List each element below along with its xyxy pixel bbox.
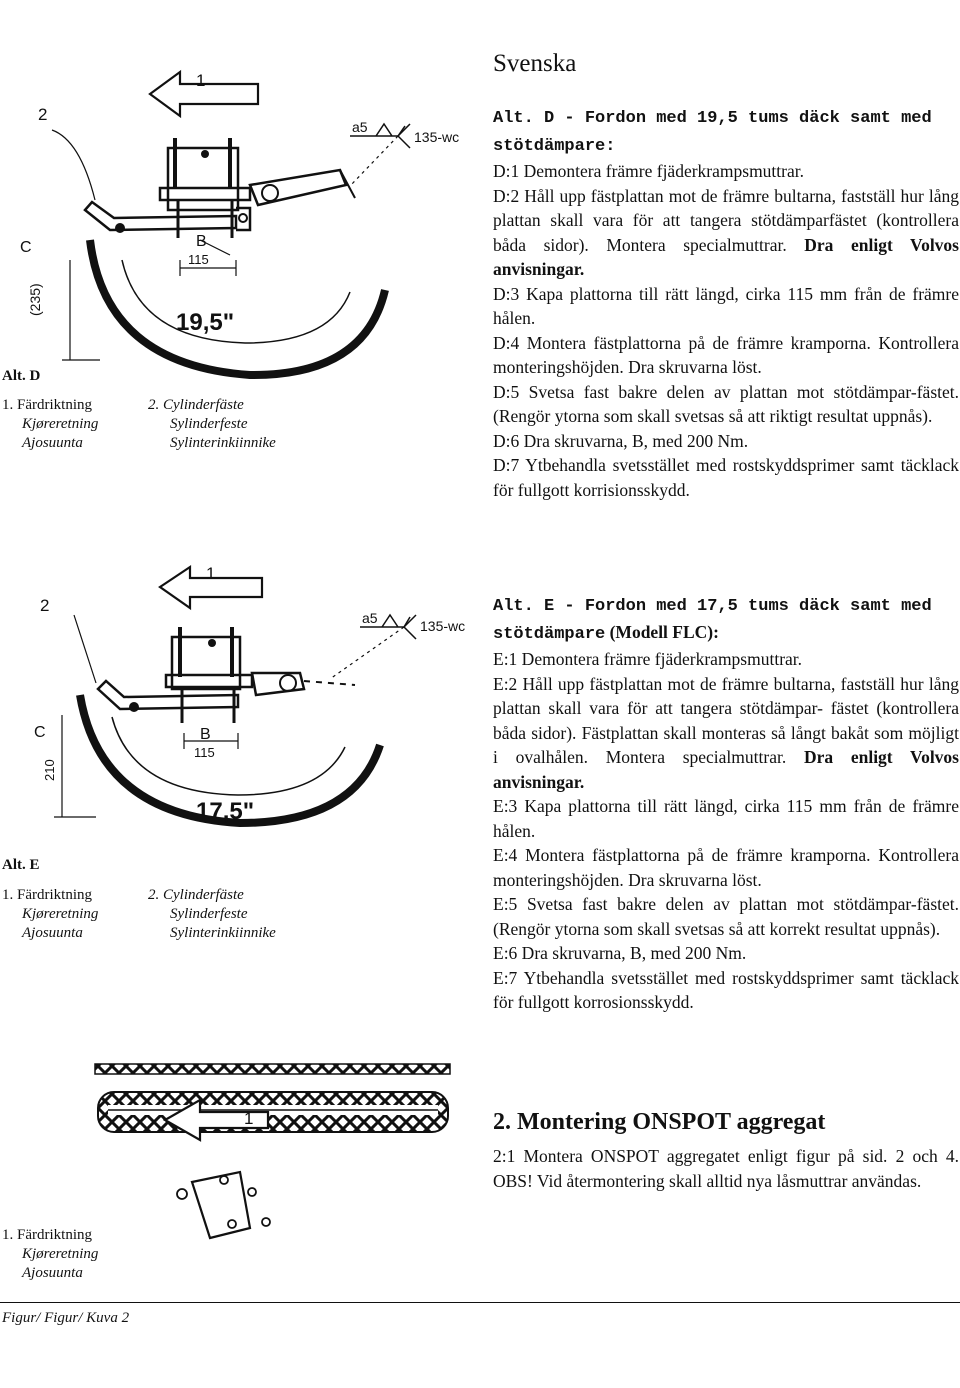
alt-d-weld-135: 135-wc	[414, 129, 460, 145]
alt-d-legend-cylinder	[148, 396, 276, 453]
legend-direction-sv: 1. Färdriktning	[2, 887, 92, 903]
alt-e-legend-cylinder	[148, 886, 276, 943]
section-2	[493, 1106, 959, 1193]
alt-d-number-2: 2	[38, 105, 48, 124]
alt-e-legend-direction	[2, 886, 98, 943]
bottom-number-1: 1	[244, 1109, 254, 1128]
legend-direction-fi: Ajosuunta	[22, 925, 83, 941]
alt-e-step-7: E:7 Ytbehandla svetsstället med rostskyddsprimer samt täcklack för fullgott korrosionsskydd.	[493, 967, 959, 1012]
alt-d-step-2-emphasis: Dra enligt Volvos anvisningar.	[493, 234, 959, 279]
alt-d-legend-direction	[2, 396, 98, 453]
alt-d-step-3: D:3 Kapa plattorna till rätt längd, cirka 115 mm från de främre hålen.	[493, 283, 959, 328]
legend-cylinder-no: Sylinderfeste	[170, 416, 248, 432]
legend-direction-no: Kjøreretning	[22, 416, 99, 432]
alt-d-title: Alt. D - Fordon med 19,5 tums däck samt med	[493, 109, 932, 128]
alt-e-number-2: 2	[40, 596, 50, 615]
alt-e-step-1: E:1 Demontera främre fjäderkrampsmuttrar.	[493, 649, 803, 669]
alt-e-b-label: B	[200, 726, 211, 743]
bottom-legend-direction	[2, 1226, 98, 1283]
legend-direction-sv: 1. Färdriktning	[2, 1227, 92, 1243]
alt-e-210-dim: 210	[42, 759, 57, 781]
alt-e-number-1: 1	[206, 564, 216, 583]
legend-cylinder-sv: 2. Cylinderfäste	[148, 397, 244, 413]
alt-e-weld-a5: a5	[362, 610, 378, 626]
tire-inner-arc	[112, 717, 345, 795]
legend-direction-no: Kjøreretning	[22, 1246, 99, 1262]
legend-cylinder-fi: Sylinterinkiinnike	[170, 925, 276, 941]
alt-d-step-1: D:1 Demontera främre fjäderkrampsmuttrar.	[493, 161, 804, 181]
legend-direction-sv: 1. Färdriktning	[2, 397, 92, 413]
caption-divider	[0, 1302, 960, 1303]
alt-d-title-suffix: stötdämpare:	[493, 136, 616, 156]
alt-e-text	[493, 592, 959, 1015]
alt-e-step-4: E:4 Montera fästplattorna på de främre kramporna. Kontrollera monteringshöjden. Dra skruvarna löst.	[493, 845, 959, 890]
legend-direction-fi: Ajosuunta	[22, 435, 83, 451]
alt-e-diagram	[0, 555, 480, 855]
legend-cylinder-no: Sylinderfeste	[170, 906, 248, 922]
legend-direction-no: Kjøreretning	[22, 906, 99, 922]
alt-d-115-label: 115	[188, 252, 209, 267]
section-2-heading: 2. Montering ONSPOT aggregat	[493, 1109, 826, 1135]
alt-e-step-2: E:2 Håll upp fästplattan mot de främre bultarna, fastställ hur lång plattan skall vara för att tangera stötdämpar- fästet (kontrollera båda sidor). Fästplattan skall monteras så långt bakåt som möjligt i ovalhålen. Montera specialmuttrar.	[493, 673, 959, 767]
alt-d-step-2: D:2 Håll upp fästplattan mot de främre bultarna, fastställ hur lång plattan skall vara för att tangera stötdämparfästet (kontrollera båda sidor). Montera specialmuttrar.	[493, 185, 959, 255]
alt-d-weld-a5: a5	[352, 119, 368, 135]
alt-e-title-model: (Modell FLC):	[609, 621, 719, 642]
alt-e-step-5: E:5 Svetsa fast bakre delen av plattan mot stötdämpar-fästet. (Rengör ytorna som skall svetsas så att korrekt resultat uppnås).	[493, 894, 959, 939]
section-2-text: 2:1 Montera ONSPOT aggregatet enligt figur på sid. 2 och 4. OBS! Vid återmontering skall alltid nya låsmuttrar användas.	[493, 1146, 959, 1191]
legend-cylinder-sv: 2. Cylinderfäste	[148, 887, 244, 903]
language-heading: Svenska	[493, 50, 577, 77]
alt-e-115-label: 115	[194, 745, 215, 760]
alt-d-c-label: C	[20, 239, 32, 256]
alt-e-step-3: E:3 Kapa plattorna till rätt längd, cirka 115 mm från de främre hålen.	[493, 796, 959, 841]
mounting-plate	[98, 681, 238, 709]
legend-direction-fi: Ajosuunta	[22, 1265, 83, 1281]
alt-e-step-6: E:6 Dra skruvarna, B, med 200 Nm.	[493, 943, 747, 963]
mounting-plate	[85, 202, 236, 230]
alt-e-title: Alt. E - Fordon med 17,5 tums däck samt med	[493, 597, 932, 616]
alt-e-title-suffix: stötdämpare	[493, 624, 606, 644]
alt-d-235-dim: (235)	[27, 283, 43, 316]
alt-d-step-6: D:6 Dra skruvarna, B, med 200 Nm.	[493, 430, 749, 451]
alt-d-tire-size: 19,5"	[176, 309, 235, 336]
alt-e-step-2-emphasis: Dra enligt Volvos anvisningar.	[493, 747, 959, 792]
alt-e-c-label: C	[34, 724, 46, 741]
alt-d-step-5: D:5 Svetsa fast bakre delen av plattan mot stötdämpar-fästet. (Rengör ytorna som skall svetsas så att riktigt resultat uppnås).	[493, 381, 959, 426]
tire-tread-top	[95, 1064, 450, 1074]
figure-caption: Figur/ Figur/ Kuva 2	[2, 1310, 130, 1326]
alt-d-diagram	[0, 60, 480, 420]
legend-cylinder-fi: Sylinterinkiinnike	[170, 435, 276, 451]
alt-d-label: Alt. D	[2, 368, 41, 384]
alt-d-number-1: 1	[196, 71, 206, 90]
alt-d-step-4: D:4 Montera fästplattorna på de främre kramporna. Kontrollera monteringshöjden. Dra skruvarna löst.	[493, 332, 959, 377]
alt-e-tire-size: 17,5"	[196, 798, 255, 825]
alt-e-label: Alt. E	[2, 857, 40, 873]
alt-d-step-7: D:7 Ytbehandla svetsstället med rostskyddsprimer samt täcklack för fullgott korrisionsskydd.	[493, 455, 959, 500]
alt-d-text	[493, 104, 959, 502]
alt-e-weld-135: 135-wc	[420, 618, 466, 634]
alt-d-b-label: B	[196, 233, 207, 250]
